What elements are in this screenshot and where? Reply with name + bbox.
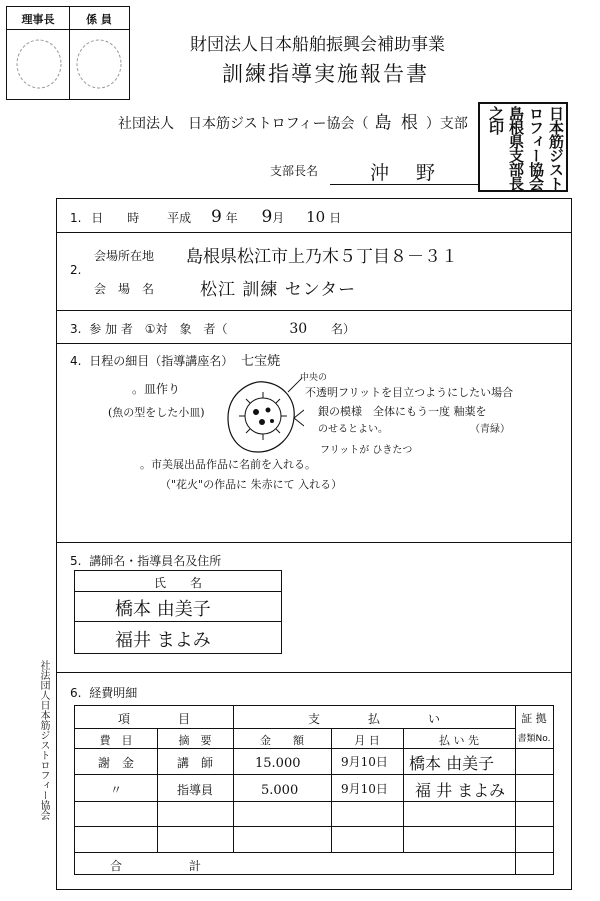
section4-course: 七宝焼 (241, 354, 281, 369)
row1-payee: 橋本 由美子 (409, 754, 495, 773)
title-line2: 訓練指導実施報告書 (222, 62, 429, 86)
row2-amount: 5.000 (261, 783, 299, 798)
section5-num: 5. (70, 554, 82, 568)
note-line1: 不透明フリットを目立つようにしたい場合 (305, 386, 514, 399)
section1-day-unit: 日 (329, 211, 342, 225)
row2-payee: 福 井 まよみ (415, 781, 506, 800)
branch-seal-text: 日本筋ジストロフィー協会島根県支部長之印 (487, 106, 565, 190)
section2-venue-label: 会 場 名 (94, 282, 155, 296)
note-line3-right: （青緑） (470, 424, 510, 435)
note-line2: 銀の模様 全体にもう一度 釉薬を (318, 405, 487, 418)
section1-era: 平成 (167, 211, 192, 225)
org-branch: 島 根 (374, 113, 420, 133)
note-line3: のせるとよい。 (318, 424, 388, 435)
sub-date: 月 日 (354, 734, 380, 747)
note-item2: 。市美展出品作品に名前を入れる。 (140, 458, 316, 471)
side-text: 社法団人日本筋ジストロフィー協会 (38, 660, 49, 820)
approval-box (6, 6, 130, 100)
note-line4: フリットが ひきたつ (320, 445, 413, 456)
head-proof: 証 拠 (521, 712, 547, 725)
section2-address-value: 島根県松江市上乃木５丁目８－３１ (186, 247, 458, 267)
clerk-label: 係 員 (86, 13, 112, 26)
section2-venue-value: 松江 訓練 センター (200, 280, 357, 300)
branch-head-label: 支部長名 (270, 164, 319, 178)
row2-desc: 指導員 (176, 783, 213, 797)
section5-label: 講師名・指導員名及住所 (89, 554, 222, 568)
note-item1: 。皿作り (132, 382, 181, 396)
fish-plate-sketch (218, 372, 304, 462)
expense-table (74, 705, 554, 875)
section6-label: 経費明細 (89, 686, 138, 700)
branch-head-name: 沖 野 (370, 162, 440, 184)
section3-unit: 名） (331, 322, 356, 336)
director-label: 理事長 (21, 13, 55, 26)
total-label-b: 計 (188, 859, 201, 873)
section1-month: 9 (261, 207, 273, 227)
section3-num: 3. (70, 322, 82, 336)
section3-sub: ①対 象 者（ (144, 322, 228, 336)
head-proof-2: 書類No. (517, 734, 551, 744)
section3-label: 参 加 者 (89, 322, 133, 336)
seal-stamp-right (73, 35, 125, 93)
section4-num: 4. (70, 354, 82, 368)
instructor-2: 福井 まよみ (115, 630, 211, 651)
section1-year-unit: 年 (225, 211, 238, 225)
head-pay: 支 払 い (307, 712, 440, 726)
instructor-table (74, 570, 282, 654)
org-prefix: 社団法人 日本筋ジストロフィー協会（ (118, 116, 369, 132)
sub-cost: 費 目 (99, 734, 133, 747)
section1-num: 1. (70, 211, 82, 225)
branch-seal (478, 102, 568, 192)
row1-amount: 15.000 (255, 756, 301, 771)
org-line (118, 108, 468, 133)
section4 (70, 350, 280, 369)
section2-num: 2. (70, 263, 82, 277)
section5 (70, 552, 221, 569)
row1-date: 9月10日 (341, 755, 388, 769)
section4-label: 日程の細目（指導講座名） (89, 354, 234, 368)
section6-num: 6. (70, 686, 82, 700)
section6 (70, 684, 137, 701)
sub-payee: 払 い 先 (439, 734, 479, 747)
row2-date: 9月10日 (341, 782, 388, 796)
row1-desc: 講 師 (176, 756, 213, 770)
note-item1-sub: (魚の型をした小皿) (108, 406, 205, 419)
section1-month-unit: 月 (272, 211, 285, 225)
sub-desc: 摘 要 (178, 734, 212, 747)
instructor-name-header: 氏 名 (153, 576, 202, 590)
section2-address-label: 会場所在地 (94, 249, 155, 263)
section1-label: 日 時 (91, 211, 140, 225)
section1-year: 9 (210, 207, 222, 227)
sub-amount: 金 額 (260, 734, 304, 747)
org-suffix: ）支部 (425, 116, 468, 132)
instructor-1: 橋本 由美子 (115, 599, 211, 620)
section3 (70, 320, 355, 337)
branch-head-underline (330, 184, 480, 185)
total-label-a: 合 (109, 859, 122, 873)
section1-day: 10 (306, 208, 326, 226)
note-center: 中央の (300, 373, 328, 383)
note-item2-sub: （"花火"の作品に 朱赤にて 入れる） (160, 478, 343, 491)
section3-count: 30 (289, 321, 308, 337)
seal-stamp-left (13, 35, 65, 93)
row2-cost: 〃 (109, 783, 122, 797)
title-line1: 財団法人日本船舶振興会補助事業 (190, 35, 445, 55)
row1-cost: 謝 金 (97, 756, 134, 770)
section1 (70, 207, 341, 227)
head-item: 項 目 (117, 712, 190, 726)
